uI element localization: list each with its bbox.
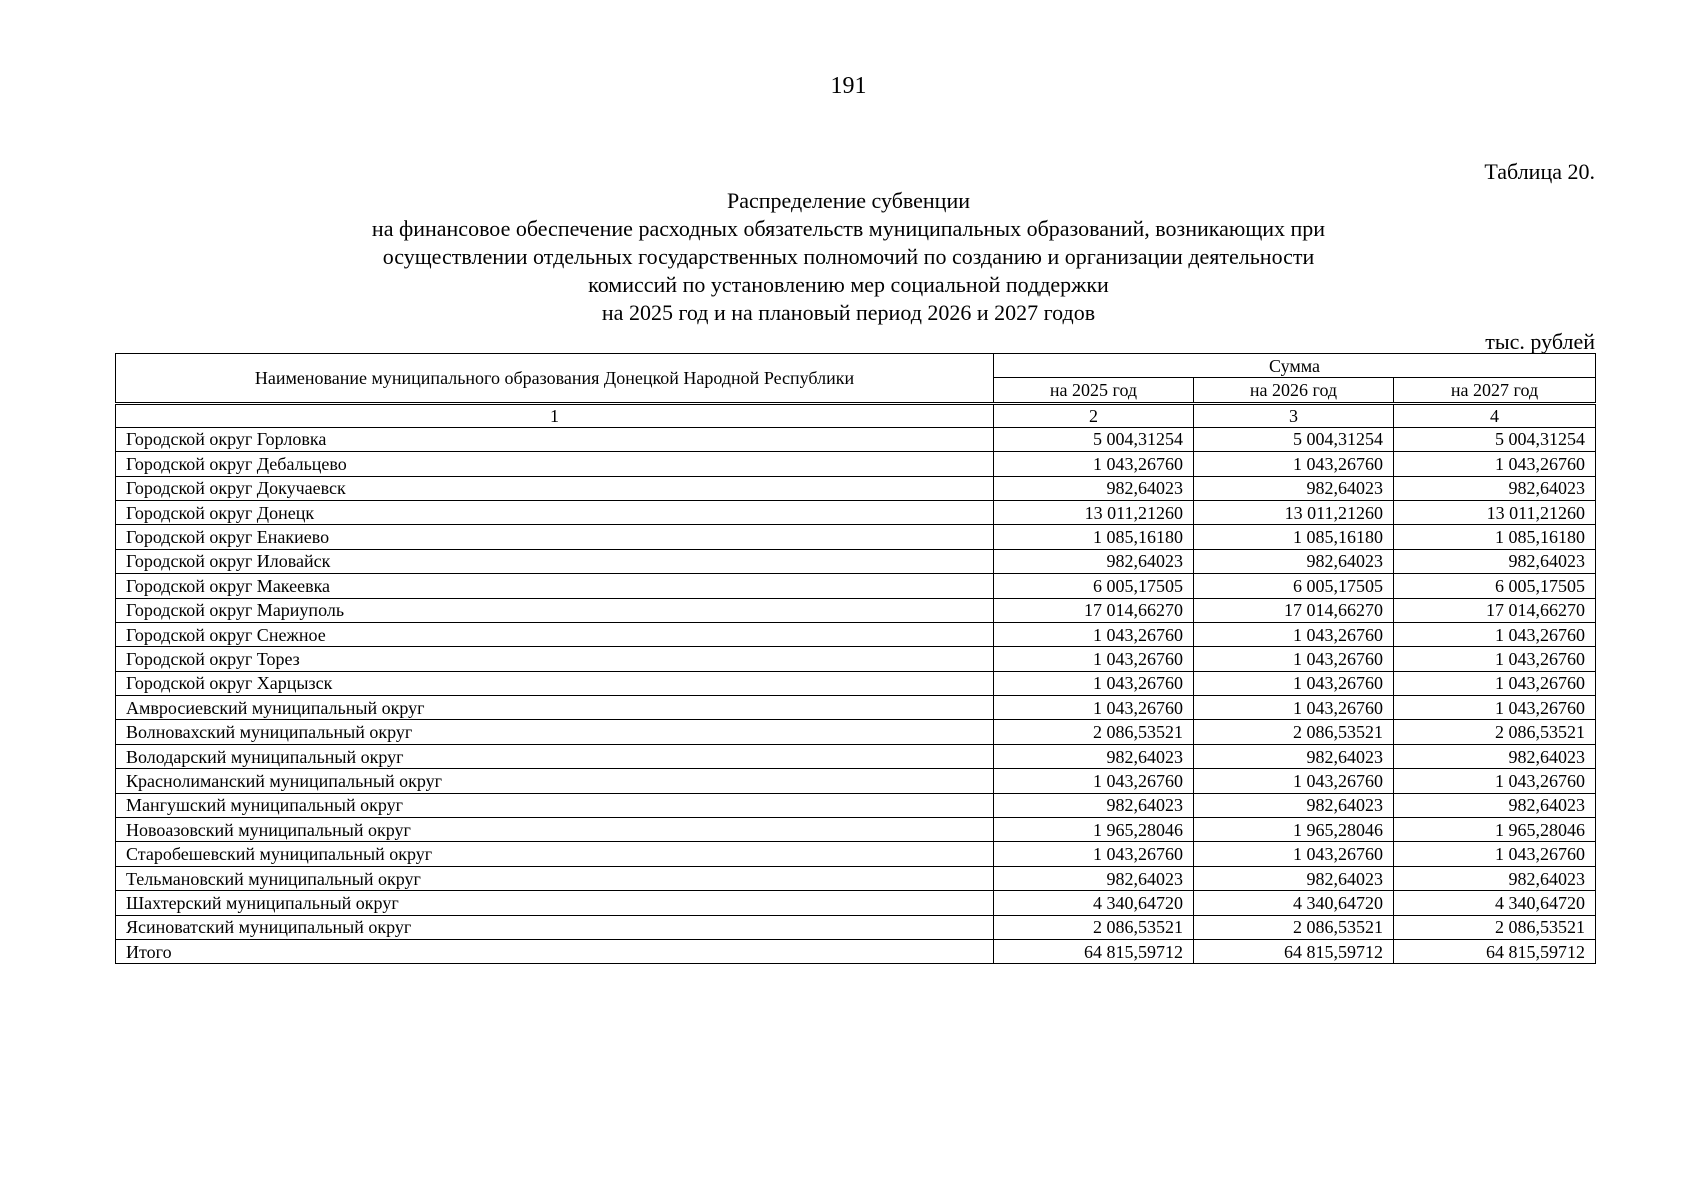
- value-2026: 1 043,26760: [1194, 696, 1394, 720]
- value-2027: 1 043,26760: [1394, 647, 1596, 671]
- value-2026: 1 043,26760: [1194, 452, 1394, 476]
- column-number: 2: [994, 403, 1194, 427]
- value-2027: 1 043,26760: [1394, 842, 1596, 866]
- table-row: [116, 720, 1596, 744]
- value-2026: 1 965,28046: [1194, 818, 1394, 842]
- value-2025: 2 086,53521: [994, 720, 1194, 744]
- value-2026: 1 043,26760: [1194, 647, 1394, 671]
- value-2026: 4 340,64720: [1194, 891, 1394, 915]
- municipality-name: Городской округ Дебальцево: [116, 452, 994, 476]
- value-2027: 982,64023: [1394, 744, 1596, 768]
- header-year-2026: на 2026 год: [1194, 378, 1394, 403]
- value-2025: 1 043,26760: [994, 452, 1194, 476]
- column-number: 1: [116, 403, 994, 427]
- table-row: [116, 744, 1596, 768]
- table-row: [116, 793, 1596, 817]
- value-2026: 1 043,26760: [1194, 769, 1394, 793]
- value-2026: 5 004,31254: [1194, 427, 1394, 451]
- value-2027: 1 043,26760: [1394, 671, 1596, 695]
- municipality-name: Тельмановский муниципальный округ: [116, 866, 994, 890]
- value-2027: 1 965,28046: [1394, 818, 1596, 842]
- total-row: [116, 939, 1596, 963]
- value-2025: 13 011,21260: [994, 500, 1194, 524]
- subvention-table: [115, 353, 1596, 964]
- table-row: [116, 769, 1596, 793]
- table-row: [116, 891, 1596, 915]
- header-sum: Сумма: [994, 354, 1596, 378]
- value-2027: 13 011,21260: [1394, 500, 1596, 524]
- value-2026: 1 043,26760: [1194, 622, 1394, 646]
- value-2027: 1 043,26760: [1394, 622, 1596, 646]
- value-2026: 2 086,53521: [1194, 720, 1394, 744]
- value-2025: 1 085,16180: [994, 525, 1194, 549]
- value-2026: 17 014,66270: [1194, 598, 1394, 622]
- value-2027: 1 043,26760: [1394, 696, 1596, 720]
- municipality-name: Городской округ Снежное: [116, 622, 994, 646]
- table-row: [116, 500, 1596, 524]
- table-label: Таблица 20.: [1484, 159, 1595, 184]
- municipality-name: Шахтерский муниципальный округ: [116, 891, 994, 915]
- value-2025: 1 043,26760: [994, 622, 1194, 646]
- municipality-name: Новоазовский муниципальный округ: [116, 818, 994, 842]
- table-row: [116, 842, 1596, 866]
- column-number-row: [116, 403, 1596, 427]
- value-2027: 982,64023: [1394, 866, 1596, 890]
- column-number: 4: [1394, 403, 1596, 427]
- municipality-name: Володарский муниципальный округ: [116, 744, 994, 768]
- value-2027: 1 043,26760: [1394, 769, 1596, 793]
- value-2026: 1 085,16180: [1194, 525, 1394, 549]
- header-year-2025: на 2025 год: [994, 378, 1194, 403]
- municipality-name: Волновахский муниципальный округ: [116, 720, 994, 744]
- value-2025: 982,64023: [994, 476, 1194, 500]
- value-2026: 982,64023: [1194, 793, 1394, 817]
- table-row: [116, 671, 1596, 695]
- value-2025: 1 043,26760: [994, 842, 1194, 866]
- table-row: [116, 574, 1596, 598]
- header-row: [116, 354, 1596, 378]
- value-2025: 5 004,31254: [994, 427, 1194, 451]
- table-body: [116, 403, 1596, 964]
- value-2025: 982,64023: [994, 793, 1194, 817]
- table-row: [116, 622, 1596, 646]
- table-row: [116, 427, 1596, 451]
- table-row: [116, 452, 1596, 476]
- value-2025: 4 340,64720: [994, 891, 1194, 915]
- municipality-name: Городской округ Докучаевск: [116, 476, 994, 500]
- value-2025: 1 043,26760: [994, 647, 1194, 671]
- title-line: комиссий по установлению мер социальной поддержки: [588, 272, 1109, 297]
- value-2025: 1 043,26760: [994, 696, 1194, 720]
- table-row: [116, 818, 1596, 842]
- value-2027: 1 043,26760: [1394, 452, 1596, 476]
- document-title: [230, 187, 1467, 327]
- value-2027: 2 086,53521: [1394, 720, 1596, 744]
- table-row: [116, 647, 1596, 671]
- value-2027: 1 085,16180: [1394, 525, 1596, 549]
- municipality-name: Мангушский муниципальный округ: [116, 793, 994, 817]
- municipality-name: Старобешевский муниципальный округ: [116, 842, 994, 866]
- unit-label: тыс. рублей: [1485, 329, 1595, 354]
- title-line: Распределение субвенции: [726, 188, 971, 213]
- municipality-name: Городской округ Горловка: [116, 427, 994, 451]
- header-name: Наименование муниципального образования Донецкой Народной Республики: [116, 354, 994, 404]
- value-2026: 982,64023: [1194, 549, 1394, 573]
- table-row: [116, 915, 1596, 939]
- column-number: 3: [1194, 403, 1394, 427]
- value-2027: 4 340,64720: [1394, 891, 1596, 915]
- value-2025: 1 965,28046: [994, 818, 1194, 842]
- value-2027: 982,64023: [1394, 549, 1596, 573]
- municipality-name: Городской округ Мариуполь: [116, 598, 994, 622]
- value-2027: 6 005,17505: [1394, 574, 1596, 598]
- value-2027: 2 086,53521: [1394, 915, 1596, 939]
- value-2025: 982,64023: [994, 744, 1194, 768]
- value-2025: 1 043,26760: [994, 769, 1194, 793]
- value-2025: 1 043,26760: [994, 671, 1194, 695]
- value-2026: 982,64023: [1194, 744, 1394, 768]
- table-row: [116, 525, 1596, 549]
- municipality-name: Городской округ Иловайск: [116, 549, 994, 573]
- table-row: [116, 476, 1596, 500]
- value-2027: 64 815,59712: [1394, 939, 1596, 963]
- value-2026: 13 011,21260: [1194, 500, 1394, 524]
- municipality-name: Краснолиманский муниципальный округ: [116, 769, 994, 793]
- header-year-2027: на 2027 год: [1394, 378, 1596, 403]
- value-2025: 64 815,59712: [994, 939, 1194, 963]
- title-line: на финансовое обеспечение расходных обязательств муниципальных образований, возникающих при: [371, 216, 1326, 241]
- value-2026: 2 086,53521: [1194, 915, 1394, 939]
- municipality-name: Городской округ Макеевка: [116, 574, 994, 598]
- page-number: 191: [830, 73, 867, 99]
- value-2027: 982,64023: [1394, 476, 1596, 500]
- municipality-name: Итого: [116, 939, 994, 963]
- table-row: [116, 866, 1596, 890]
- value-2025: 982,64023: [994, 549, 1194, 573]
- value-2027: 982,64023: [1394, 793, 1596, 817]
- value-2026: 982,64023: [1194, 866, 1394, 890]
- table-row: [116, 598, 1596, 622]
- value-2026: 1 043,26760: [1194, 671, 1394, 695]
- table-row: [116, 696, 1596, 720]
- value-2026: 6 005,17505: [1194, 574, 1394, 598]
- value-2025: 2 086,53521: [994, 915, 1194, 939]
- value-2025: 17 014,66270: [994, 598, 1194, 622]
- title-line: на 2025 год и на плановый период 2026 и 2027 годов: [601, 300, 1096, 325]
- value-2026: 982,64023: [1194, 476, 1394, 500]
- municipality-name: Городской округ Донецк: [116, 500, 994, 524]
- municipality-name: Городской округ Енакиево: [116, 525, 994, 549]
- municipality-name: Городской округ Харцызск: [116, 671, 994, 695]
- municipality-name: Амвросиевский муниципальный округ: [116, 696, 994, 720]
- municipality-name: Ясиноватский муниципальный округ: [116, 915, 994, 939]
- municipality-name: Городской округ Торез: [116, 647, 994, 671]
- value-2026: 64 815,59712: [1194, 939, 1394, 963]
- value-2025: 6 005,17505: [994, 574, 1194, 598]
- title-line: осуществлении отдельных государственных полномочий по созданию и организации деятельности: [382, 244, 1315, 269]
- value-2027: 5 004,31254: [1394, 427, 1596, 451]
- value-2025: 982,64023: [994, 866, 1194, 890]
- table-row: [116, 549, 1596, 573]
- value-2027: 17 014,66270: [1394, 598, 1596, 622]
- value-2026: 1 043,26760: [1194, 842, 1394, 866]
